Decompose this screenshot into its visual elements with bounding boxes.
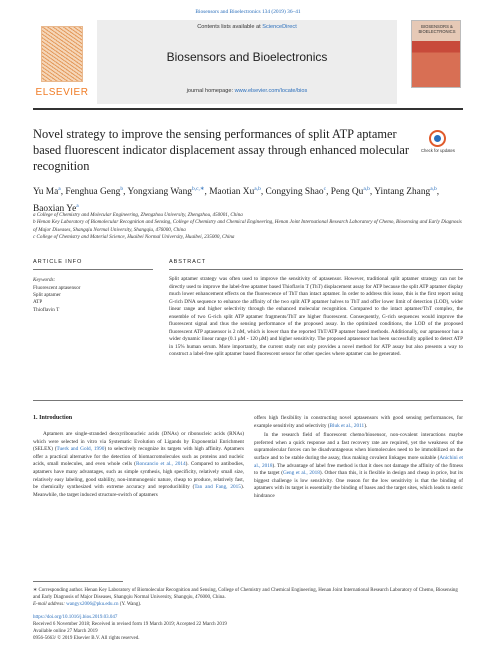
intro-text: ). The advantage of label free method is that it does not damage the affinity of the fitness to the target ( (254, 462, 463, 477)
check-for-updates-label: Check for updates (421, 148, 455, 153)
author-name[interactable]: Congying Shao (265, 187, 324, 198)
publisher-logo[interactable] (33, 20, 91, 104)
check-for-updates-icon (429, 130, 446, 147)
citation-link[interactable]: Anichini et al., 2018 (254, 454, 463, 469)
keyword-item: Thioflavin T (33, 306, 60, 313)
journal-citation-header[interactable]: Biosensors and Bioelectronics 134 (2019) 36–41 (195, 9, 301, 15)
homepage-prefix: journal homepage: (186, 88, 235, 94)
intro-text: ). Other than this, it is flexible in design and cheap in price, but its biggest challenge is low sensitivity. One reason for the low sensitivity is that the binding of aptamers with its target is essentially the binding of bases and the target sites, which leads to steric hindrance (254, 470, 463, 499)
sciencedirect-link[interactable]: ScienceDirect (262, 24, 297, 30)
article-title: Novel strategy to improve the sensing performances of split ATP aptamer based fluorescent indicator displacement assay through enhanced molecular recognition (33, 127, 410, 173)
issn-copyright: 0956-5663/ © 2019 Elsevier B.V. All rights reserved. (33, 636, 140, 641)
affiliation-line: b Henan Key Laboratory of Biomolecular Recognition and Sensing, College of Chemistry and Chemical Engineering, Henan Joint International Research Laboratory of Chemo, Biosensing and Early Diagnosis of Major Diseases, Shangqiu Normal University, Shangqiu, 476000, China (33, 219, 462, 233)
author-name[interactable]: Maotian Xu (209, 187, 255, 198)
keyword-item: Split aptamer (33, 292, 61, 299)
affiliations (33, 212, 463, 242)
author-affiliation-marker[interactable]: b,c,∗ (191, 186, 205, 192)
citation-link[interactable]: Tan and Fang, 2015 (194, 484, 241, 491)
masthead (33, 20, 463, 104)
doi-link[interactable]: https://doi.org/10.1016/j.bios.2019.03.047 (33, 615, 118, 620)
author-affiliation-marker[interactable]: c (323, 186, 327, 192)
intro-text: In the research field of fluorescent chemo/biosensor, non-covalent interactions maybe preferred when a quick response and a fast recovery rate are required, yet the weakness of the supramolecular forces can be disadvantageous when biomolecules need to be immobilized on the surface and to be stable during the assay, thus making covalent linkages more suitable ( (254, 432, 463, 461)
intro-text: ). Meanwhile, the target induced structure-switch of aptamers (33, 484, 244, 498)
author-affiliation-marker[interactable]: a,b (254, 186, 261, 192)
intro-text: Aptamers are single-stranded deoxyribonucleic acids (DNAs) or ribonucleic acids (RNAs) which were selected in vitro via Systematic Evolution of Ligands by Exponential Enrichment (SELEX) ( (33, 431, 244, 453)
author-affiliation-marker[interactable]: a,b (363, 186, 370, 192)
journal-name: Biosensors and Bioelectronics (166, 50, 328, 64)
corresponding-author-text: ∗ Corresponding author. Henan Key Laboratory of Biomolecular Recognition and Sensing, College of Chemistry and Chemical Engineering, Henan Joint International Research Laboratory of Chemo, Biosensing and Early Diagnosis of Major Diseases, Shangqiu Normal University, Shangqiu, 476000, China. (33, 588, 458, 600)
journal-cover-text: BIOSENSORS & BIOELECTRONICS (418, 24, 456, 34)
masthead-divider (33, 108, 463, 110)
author-affiliation-marker[interactable]: b (120, 186, 124, 192)
footnote-rule (33, 581, 123, 582)
article-metadata (33, 614, 463, 642)
email-label: E-mail address: (33, 602, 65, 607)
article-info-heading: ARTICLE INFO (33, 259, 83, 265)
elsevier-tree-logo-icon (41, 26, 83, 82)
abstract-heading: ABSTRACT (169, 259, 207, 265)
intro-paragraph (33, 431, 244, 499)
check-for-updates-badge[interactable] (418, 130, 458, 160)
author-list: Yu Ma$^a$, Fenghua Geng$^b$, Yongxiang Wang$^{b,c,∗}$, Maotian Xu$^{a,b}$, Congying Shao$^c$, Peng Qu$^{a,b}$, Yintang Zhang$^{a,b}$, Baoxian Ye$^a$ (33, 186, 440, 214)
journal-homepage-link[interactable]: www.elsevier.com/locate/bios (234, 88, 308, 94)
journal-homepage-line (97, 88, 397, 94)
citation-link[interactable]: Bluk et al., 2011 (329, 422, 365, 429)
keywords-list (33, 285, 153, 314)
email-link[interactable]: wangyx2006@pku.edu.cn (66, 602, 119, 607)
available-online: Available online 27 March 2019 (33, 629, 98, 634)
body-left-column (33, 431, 244, 499)
intro-text: offers high flexibility in constructing novel aptasensors with good sensing performances, for example sensitivity and selectivity ( (254, 415, 463, 429)
intro-text: ). Compared to antibodies, aptamers have many advantages, such as simple synthesis, high specificity, relatively small size, relatively easy labeling, good stability, non-immunogenic nature, cheap to produce, relatively fast, be chemically synthesized with extreme accuracy and reproducibility ( (33, 461, 245, 491)
keyword-item: ATP (33, 299, 43, 306)
author-name[interactable]: Peng Qu (330, 187, 364, 198)
contents-available-line (97, 24, 397, 30)
author-name[interactable]: Yongxiang Wang (127, 187, 192, 198)
author-name[interactable]: Yintang Zhang (374, 187, 431, 198)
journal-cover-thumbnail[interactable] (411, 20, 461, 88)
affiliation-line: a College of Chemistry and Molecular Engineering, Zhengzhou University, Zhengzhou, 450001, China (33, 212, 243, 218)
abstract-rule (169, 269, 463, 270)
email-suffix: (Y. Wang). (119, 602, 142, 607)
body-right-column (254, 415, 463, 501)
intro-paragraph (254, 415, 463, 430)
contents-prefix: Contents lists available at (197, 24, 263, 30)
introduction-heading: 1. Introduction (33, 415, 73, 421)
author-affiliation-marker[interactable]: a (58, 186, 61, 192)
citation-link[interactable]: Tuerk and Gold, 1990 (56, 446, 105, 453)
citation-link[interactable]: Roncancio et al., 2014 (135, 461, 186, 468)
citation-link[interactable]: Geng et al., 2018 (282, 470, 320, 477)
corresponding-author-footnote (33, 587, 463, 608)
author-affiliation-marker[interactable]: a,b (430, 186, 437, 192)
author-name[interactable]: Baoxian Ye (33, 203, 77, 214)
abstract-bottom-rule (33, 400, 463, 401)
keywords-label: Keywords: (33, 277, 56, 283)
intro-text: ) to selectively recognize its targets with high affinity. Aptamers offer a practical alternative for the detection of biomacromolecules such as proteins and nucleic acids, small molecules, and even whole cells ( (33, 446, 244, 468)
article-info-rule (33, 269, 153, 270)
author-name[interactable]: Yu Ma (33, 187, 59, 198)
received-dates: Received 6 November 2018; Received in revised form 19 March 2019; Accepted 22 March 2019 (33, 622, 227, 627)
keyword-item: Fluorescent aptasensor (33, 285, 81, 291)
intro-text: ). (364, 422, 368, 429)
intro-paragraph (254, 432, 463, 500)
publisher-logo-text: ELSEVIER (35, 87, 89, 98)
author-affiliation-marker[interactable]: a (76, 202, 79, 209)
author-name[interactable]: Fenghua Geng (65, 187, 121, 198)
affiliation-line: c College of Chemistry and Material Science, Huaibei Normal University, Huaibei, 235000, China (33, 234, 235, 241)
masthead-center (97, 20, 397, 104)
abstract-text: Split aptamer strategy was often used to improve the sensitivity of aptasensor. However, traditional split aptamer strategy can not be directly used to improve the label-free aptamer based Thioflavin T (ThT) displacement assay for ATP because the split ATP aptamer display much lower enhancement effects on the fluorescence of ThT than intact aptamer. In order to address this issue, this is the first report using G-rich DNA sequence to enhance the affinity of the two split ATP aptamer halves to ThT and offer lower limit of detection (LOD), wider linear range and higher selectivity through the enhanced molecular recognition. Compared to the intact aptamer/ThT complex, the ensemble of two G-rich split ATP aptamer fragments/ThT are higher fluorescent. Consequently, G-rich sequences would improve the fluorescent signal and thus the sensing performance of the proposed assay. In the optimized conditions, the LOD of the proposed fluorescent ATP aptasensor is 2 nM, which is lower than the reported ThT/ATP aptamer based methods. Additionally, our aptasensor has a wider dynamic linear range (0.1 μM - 120 μM) and higher sensitivity. The proposed aptasensor has been successfully applied to detect ATP in 15% human serum. More importantly, the current study not only provides a novel method for ATP assay but also presents a way to construct a label-free split aptamer based fluorescent sensor for other species where aptamer can be generated. (169, 276, 463, 358)
